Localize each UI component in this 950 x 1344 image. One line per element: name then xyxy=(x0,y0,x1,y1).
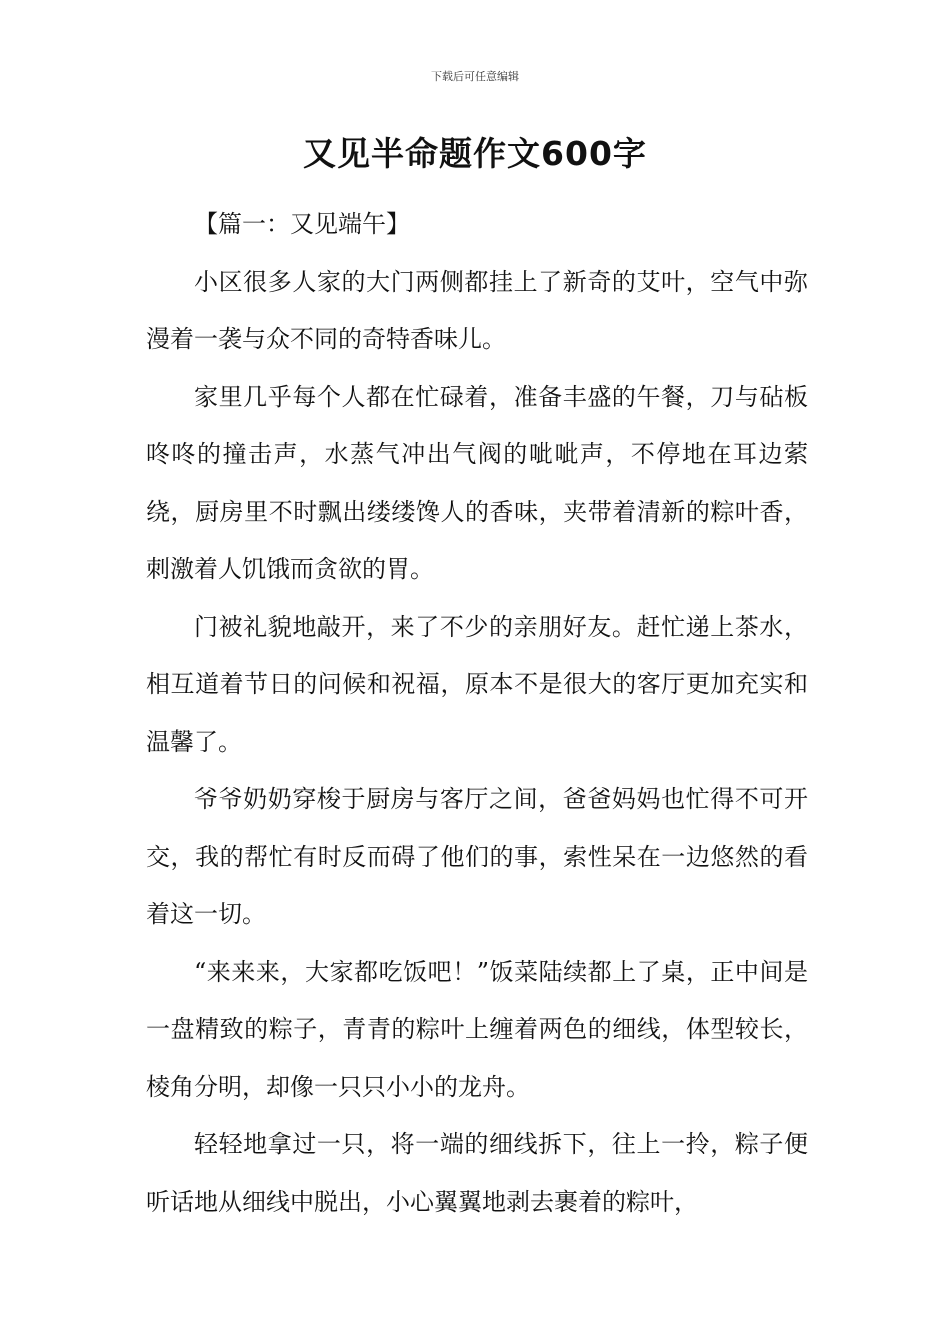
paragraph-3: 门被礼貌地敲开，来了不少的亲朋好友。赶忙递上茶水，相互道着节日的问候和祝福，原本不是很大的客厅更加充实和温馨了。 xyxy=(146,612,808,756)
document-title: 又见半命题作文600字 xyxy=(303,134,647,173)
paragraph-4: 爷爷奶奶穿梭于厨房与客厅之间，爸爸妈妈也忙得不可开交，我的帮忙有时反而碍了他们的事，索性呆在一边悠然的看着这一切。 xyxy=(146,785,808,928)
section-heading: 【篇一：又见端午】 xyxy=(194,210,410,238)
paragraph-2: 家里几乎每个人都在忙碌着，准备丰盛的午餐，刀与砧板咚咚的撞击声，水蒸气冲出气阀的呲呲声，不停地在耳边萦绕，厨房里不时飘出缕缕馋人的香味，夹带着清新的粽叶香，刺激着人饥饿而贪欲的胃。 xyxy=(146,382,808,583)
paragraph-6: 轻轻地拿过一只，将一端的细线拆下，往上一拎，粽子便听话地从细线中脱出，小心翼翼地剥去裹着的粽叶， xyxy=(146,1130,808,1216)
document-body xyxy=(146,196,808,1231)
paragraph-1: 小区很多人家的大门两侧都挂上了新奇的艾叶，空气中弥漫着一袭与众不同的奇特香味儿。 xyxy=(146,267,808,353)
header-note: 下载后可任意编辑 xyxy=(431,70,519,83)
paragraph-5: “来来来，大家都吃饭吧！”饭菜陆续都上了桌，正中间是一盘精致的粽子，青青的粽叶上缠着两色的细线，体型较长，棱角分明，却像一只只小小的龙舟。 xyxy=(146,957,808,1101)
